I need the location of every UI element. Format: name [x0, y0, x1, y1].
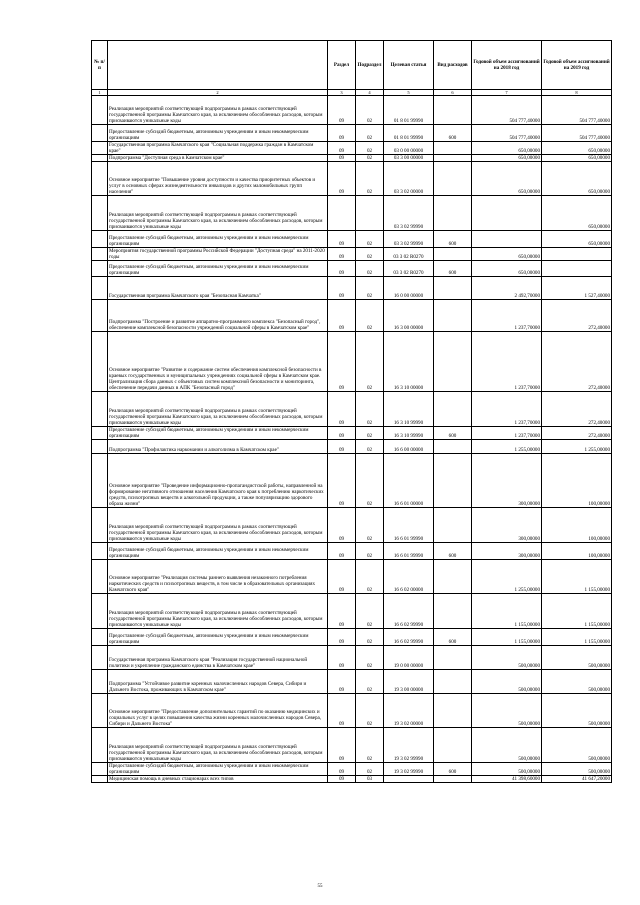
- table-row: [92, 248, 612, 261]
- row-2019: 650,00000: [542, 162, 612, 196]
- row-expense-type: [434, 248, 472, 261]
- row-no: [92, 277, 108, 300]
- table-row: [92, 670, 612, 694]
- row-name: Реализация мероприятий соответствующей подпрограммы в рамках соответствующей государственной программы Камчатского края, за исключением обособленных расходов, которым присваиваются уникальные коды: [108, 594, 328, 629]
- row-section: 09: [328, 670, 356, 694]
- colnum-6: 6: [434, 90, 472, 96]
- row-name: Предоставление субсидий бюджетным, автономным учреждениям и иным некоммерческим организациям: [108, 125, 328, 142]
- row-target: 03 3 02 00000: [384, 162, 434, 196]
- row-name: Предоставление субсидий бюджетным, автономным учреждениям и иным некоммерческим организациям: [108, 427, 328, 440]
- row-no: [92, 142, 108, 155]
- row-subsection: 02: [356, 763, 384, 776]
- row-target: 19 3 02 99990: [384, 728, 434, 763]
- row-section: 09: [328, 629, 356, 646]
- row-subsection: 02: [356, 694, 384, 728]
- row-expense-type: [434, 594, 472, 629]
- row-subsection: 02: [356, 440, 384, 454]
- row-2019: 272,40000: [542, 392, 612, 427]
- row-2018: 1 155,00000: [472, 594, 542, 629]
- colnum-1: 1: [92, 90, 108, 96]
- row-name: Основное мероприятие "Развитие и содержание систем обеспечения комплексной безопасности в краевых государственных и муниципальных учреждениях социальной сферы в Камчатском крае. Централизация сбора данных с объектовых систем комплексной безопасности и мониторинга, обеспечение передачи данных в АПК "Безопасный город": [108, 332, 328, 392]
- row-no: [92, 763, 108, 776]
- row-target: 16 3 10 99990: [384, 427, 434, 440]
- row-no: [92, 332, 108, 392]
- row-section: 09: [328, 543, 356, 560]
- table-row: [92, 155, 612, 162]
- row-2018: 1 255,00000: [472, 560, 542, 594]
- table-row: [92, 560, 612, 594]
- row-section: 09: [328, 277, 356, 300]
- table-row: [92, 96, 612, 125]
- row-section: 09: [328, 125, 356, 142]
- row-target: 16 0 00 00000: [384, 277, 434, 300]
- row-subsection: 02: [356, 454, 384, 508]
- row-section: 09: [328, 560, 356, 594]
- table-row: [92, 392, 612, 427]
- row-2018: 650,00000: [472, 261, 542, 277]
- row-2019: 272,40000: [542, 300, 612, 332]
- row-expense-type: [434, 670, 472, 694]
- row-name: Медицинская помощь в дневных стационарах всех типов: [108, 776, 328, 783]
- row-expense-type: 600: [434, 125, 472, 142]
- row-2018: 300,00000: [472, 543, 542, 560]
- row-name: Подпрограмма "Построение и развитие аппаратно-программного комплекса "Безопасный город", обеспечение комплексной безопасности учреждений социальной сферы в Камчатском крае": [108, 300, 328, 332]
- row-name: Реализация мероприятий соответствующей подпрограммы в рамках соответствующей государственной программы Камчатского края, за исключением обособленных расходов, которым присваиваются уникальные коды: [108, 392, 328, 427]
- table-row: [92, 694, 612, 728]
- row-target: 16 6 01 99990: [384, 543, 434, 560]
- row-2019: 100,00000: [542, 508, 612, 543]
- row-subsection: 02: [356, 728, 384, 763]
- row-no: [92, 646, 108, 670]
- row-subsection: 03: [356, 776, 384, 783]
- row-2019: 41 647,20000: [542, 776, 612, 783]
- row-subsection: 02: [356, 142, 384, 155]
- row-target: 16 6 00 00000: [384, 440, 434, 454]
- row-subsection: 02: [356, 125, 384, 142]
- row-2018: 500,00000: [472, 646, 542, 670]
- row-subsection: 02: [356, 594, 384, 629]
- row-2019: 650,00000: [542, 155, 612, 162]
- header-2018: Годовой объем ассигнований на 2018 год: [472, 41, 542, 90]
- row-no: [92, 694, 108, 728]
- header-target: Целевая статья: [384, 41, 434, 90]
- row-target: 16 6 02 00000: [384, 560, 434, 594]
- colnum-8: 8: [542, 90, 612, 96]
- row-no: [92, 440, 108, 454]
- row-section: [328, 196, 356, 231]
- row-subsection: 02: [356, 646, 384, 670]
- table-row: [92, 508, 612, 543]
- row-subsection: 02: [356, 155, 384, 162]
- table-row: [92, 125, 612, 142]
- row-subsection: 02: [356, 560, 384, 594]
- row-2018: 1 237,70000: [472, 332, 542, 392]
- row-no: [92, 196, 108, 231]
- table-row: [92, 646, 612, 670]
- table-header-row: [92, 41, 612, 90]
- row-subsection: 02: [356, 629, 384, 646]
- row-no: [92, 629, 108, 646]
- row-subsection: 02: [356, 231, 384, 248]
- row-2019: 500,00000: [542, 646, 612, 670]
- row-subsection: 02: [356, 392, 384, 427]
- row-name: Предоставление субсидий бюджетным, автономным учреждениям и иным некоммерческим организациям: [108, 231, 328, 248]
- row-section: 09: [328, 261, 356, 277]
- row-subsection: 02: [356, 332, 384, 392]
- row-expense-type: [434, 392, 472, 427]
- row-no: [92, 155, 108, 162]
- row-subsection: [356, 196, 384, 231]
- row-target: 16 6 02 99990: [384, 594, 434, 629]
- row-target: 01 8 01 99990: [384, 96, 434, 125]
- row-expense-type: [434, 440, 472, 454]
- row-2019: 1 255,00000: [542, 440, 612, 454]
- row-2019: [542, 261, 612, 277]
- row-name: Государственная программа Камчатского края "Безопасная Камчатка": [108, 277, 328, 300]
- row-no: [92, 454, 108, 508]
- row-2018: 650,00000: [472, 142, 542, 155]
- row-no: [92, 728, 108, 763]
- row-section: 09: [328, 646, 356, 670]
- row-name: Предоставление субсидий бюджетным, автономным учреждениям и иным некоммерческим организациям: [108, 763, 328, 776]
- row-name: Реализация мероприятий соответствующей подпрограммы в рамках соответствующей государственной программы Камчатского края, за исключением обособленных расходов, которым присваиваются уникальные коды: [108, 96, 328, 125]
- row-2019: 100,00000: [542, 543, 612, 560]
- row-name: Основное мероприятие "Реализация системы раннего выявления незаконного потребления наркотических средств и психотропных веществ, в том числе в образовательных организациях Камчатского края": [108, 560, 328, 594]
- page-number: 55: [317, 884, 323, 889]
- row-subsection: 02: [356, 277, 384, 300]
- row-name: Предоставление субсидий бюджетным, автономным учреждениям и иным некоммерческим организациям: [108, 543, 328, 560]
- row-subsection: 02: [356, 300, 384, 332]
- table-row: [92, 440, 612, 454]
- row-expense-type: [434, 142, 472, 155]
- row-no: [92, 125, 108, 142]
- row-subsection: 02: [356, 261, 384, 277]
- row-target: 03 0 00 00000: [384, 142, 434, 155]
- table-row: [92, 594, 612, 629]
- row-section: 09: [328, 332, 356, 392]
- row-2019: 504 777,40000: [542, 125, 612, 142]
- row-name: Подпрограмма "Профилактика наркомании и алкоголизма в Камчатском крае": [108, 440, 328, 454]
- row-2018: 300,00000: [472, 508, 542, 543]
- table-row: [92, 231, 612, 248]
- row-section: 09: [328, 300, 356, 332]
- row-target: 03 3 02 99990: [384, 196, 434, 231]
- row-2018: 504 777,40000: [472, 125, 542, 142]
- row-expense-type: [434, 508, 472, 543]
- row-2018: 650,00000: [472, 155, 542, 162]
- row-target: 03 3 02 R0270: [384, 248, 434, 261]
- colnum-3: 3: [328, 90, 356, 96]
- row-2018: 650,00000: [472, 162, 542, 196]
- colnum-2: 2: [108, 90, 328, 96]
- row-target: 19 0 00 00000: [384, 646, 434, 670]
- header-expense-type: Вид расходов: [434, 41, 472, 90]
- colnum-4: 4: [356, 90, 384, 96]
- row-2018: 500,00000: [472, 670, 542, 694]
- row-name: Основное мероприятие "Предоставление дополнительных гарантий по оказанию медицинских и социальных услуг в целях повышения качества жизни коренных малочисленных народов Севера, Сибири и Дальнего Востока": [108, 694, 328, 728]
- row-section: 09: [328, 248, 356, 261]
- row-subsection: 02: [356, 248, 384, 261]
- row-target: 03 3 02 R0270: [384, 261, 434, 277]
- header-subsection: Подраздел: [356, 41, 384, 90]
- row-expense-type: [434, 162, 472, 196]
- row-2019: 1 155,00000: [542, 629, 612, 646]
- row-name: Подпрограмма "Устойчивое развитие коренных малочисленных народов Севера, Сибири и Дальнего Востока, проживающих в Камчатском крае": [108, 670, 328, 694]
- row-no: [92, 248, 108, 261]
- header-2019: Годовой объем ассигнований на 2019 год: [542, 41, 612, 90]
- table-row: [92, 543, 612, 560]
- row-2018: 504 777,40000: [472, 96, 542, 125]
- row-target: [384, 776, 434, 783]
- row-target: 03 3 00 00000: [384, 155, 434, 162]
- row-2019: 272,40000: [542, 427, 612, 440]
- row-target: 16 3 10 99990: [384, 392, 434, 427]
- row-name: Государственная программа Камчатского края "Реализация государственной национальной политики и укрепление гражданского единства в Камчатском крае": [108, 646, 328, 670]
- row-name: Основное мероприятие "Проведение информационно-пропагандистской работы, направленной на формирование негативного отношения населения Камчатского края к потреблению наркотических средств, психотропных веществ и алкогольной продукции, а также популяризацию здорового образа жизни": [108, 454, 328, 508]
- row-no: [92, 231, 108, 248]
- row-2018: 1 237,70000: [472, 427, 542, 440]
- row-name: Реализация мероприятий соответствующей подпрограммы в рамках соответствующей государственной программы Камчатского края, за исключением обособленных расходов, которым присваиваются уникальные коды: [108, 508, 328, 543]
- table-row: [92, 629, 612, 646]
- row-name: Мероприятия государственной программы Российской Федерации "Доступная среда" на 2011-2020 годы: [108, 248, 328, 261]
- row-name: Предоставление субсидий бюджетным, автономным учреждениям и иным некоммерческим организациям: [108, 261, 328, 277]
- row-section: 09: [328, 427, 356, 440]
- row-section: 09: [328, 155, 356, 162]
- row-section: 09: [328, 594, 356, 629]
- row-2018: 1 237,70000: [472, 300, 542, 332]
- row-2019: 650,00000: [542, 142, 612, 155]
- row-name: Подпрограмма "Доступная среда в Камчатском крае": [108, 155, 328, 162]
- budget-table: [91, 40, 612, 783]
- row-2019: [542, 248, 612, 261]
- row-2018: 500,00000: [472, 763, 542, 776]
- row-no: [92, 594, 108, 629]
- table-row: [92, 454, 612, 508]
- table-row: [92, 427, 612, 440]
- row-2019: 272,40000: [542, 332, 612, 392]
- row-no: [92, 162, 108, 196]
- row-subsection: 02: [356, 427, 384, 440]
- row-expense-type: [434, 728, 472, 763]
- row-2018: 41 398,60000: [472, 776, 542, 783]
- table-row: [92, 277, 612, 300]
- table-row: [92, 728, 612, 763]
- row-2018: 1 155,00000: [472, 629, 542, 646]
- row-expense-type: [434, 155, 472, 162]
- row-2018: 1 255,00000: [472, 440, 542, 454]
- row-no: [92, 392, 108, 427]
- row-target: 16 6 01 99990: [384, 508, 434, 543]
- row-expense-type: [434, 694, 472, 728]
- row-2019: 650,00000: [542, 196, 612, 231]
- colnum-7: 7: [472, 90, 542, 96]
- row-expense-type: 600: [434, 231, 472, 248]
- row-2019: 500,00000: [542, 694, 612, 728]
- row-2019: 1 155,00000: [542, 594, 612, 629]
- row-2019: 500,00000: [542, 763, 612, 776]
- row-section: 09: [328, 728, 356, 763]
- row-target: 16 3 10 00000: [384, 332, 434, 392]
- table-row: [92, 142, 612, 155]
- row-2018: 500,00000: [472, 728, 542, 763]
- row-no: [92, 427, 108, 440]
- row-no: [92, 543, 108, 560]
- row-target: 19 3 00 00000: [384, 670, 434, 694]
- row-2019: 100,00000: [542, 454, 612, 508]
- header-section: Раздел: [328, 41, 356, 90]
- row-name: Реализация мероприятий соответствующей подпрограммы в рамках соответствующей государственной программы Камчатского края, за исключением обособленных расходов, которым присваиваются уникальные коды: [108, 728, 328, 763]
- row-expense-type: [434, 196, 472, 231]
- table-row: [92, 261, 612, 277]
- row-2018: [472, 196, 542, 231]
- row-target: 01 8 01 99990: [384, 125, 434, 142]
- row-expense-type: [434, 96, 472, 125]
- row-target: 16 6 01 00000: [384, 454, 434, 508]
- table-row: [92, 776, 612, 783]
- row-section: 09: [328, 508, 356, 543]
- row-expense-type: 600: [434, 427, 472, 440]
- row-2018: 2 492,70000: [472, 277, 542, 300]
- row-subsection: 02: [356, 543, 384, 560]
- row-no: [92, 261, 108, 277]
- row-no: [92, 96, 108, 125]
- row-section: 09: [328, 392, 356, 427]
- row-expense-type: [434, 646, 472, 670]
- row-section: 09: [328, 162, 356, 196]
- row-expense-type: [434, 300, 472, 332]
- row-expense-type: 600: [434, 261, 472, 277]
- row-section: 09: [328, 231, 356, 248]
- table-row: [92, 162, 612, 196]
- row-subsection: 02: [356, 96, 384, 125]
- row-2019: 504 777,40000: [542, 96, 612, 125]
- row-2019: 500,00000: [542, 728, 612, 763]
- row-no: [92, 776, 108, 783]
- row-name: Реализация мероприятий соответствующей подпрограммы в рамках соответствующей государственной программы Камчатского края, за исключением обособленных расходов, которым присваиваются уникальные коды: [108, 196, 328, 231]
- row-section: 09: [328, 763, 356, 776]
- table-row: [92, 332, 612, 392]
- colnum-5: 5: [384, 90, 434, 96]
- row-expense-type: [434, 277, 472, 300]
- row-expense-type: [434, 560, 472, 594]
- row-expense-type: [434, 776, 472, 783]
- row-target: 19 3 02 00000: [384, 694, 434, 728]
- row-name: Предоставление субсидий бюджетным, автономным учреждениям и иным некоммерческим организациям: [108, 629, 328, 646]
- table-row: [92, 763, 612, 776]
- row-2018: 1 237,70000: [472, 392, 542, 427]
- row-2019: 1 527,40000: [542, 277, 612, 300]
- row-subsection: 02: [356, 508, 384, 543]
- row-no: [92, 508, 108, 543]
- row-2018: [472, 231, 542, 248]
- row-2018: 500,00000: [472, 694, 542, 728]
- row-expense-type: [434, 454, 472, 508]
- table-row: [92, 300, 612, 332]
- row-2018: 300,00000: [472, 454, 542, 508]
- row-subsection: 02: [356, 670, 384, 694]
- row-target: 19 3 02 99990: [384, 763, 434, 776]
- row-section: 09: [328, 96, 356, 125]
- row-target: 16 6 02 99990: [384, 629, 434, 646]
- row-expense-type: 600: [434, 543, 472, 560]
- table-row: [92, 196, 612, 231]
- row-expense-type: 600: [434, 629, 472, 646]
- row-no: [92, 300, 108, 332]
- header-name: [108, 41, 328, 90]
- header-no: № п/п: [92, 41, 108, 90]
- row-section: 09: [328, 440, 356, 454]
- row-2018: 650,00000: [472, 248, 542, 261]
- row-target: 16 3 00 00000: [384, 300, 434, 332]
- row-section: 09: [328, 454, 356, 508]
- row-2019: 1 155,00000: [542, 560, 612, 594]
- row-section: 09: [328, 142, 356, 155]
- row-no: [92, 670, 108, 694]
- row-2019: 500,00000: [542, 670, 612, 694]
- row-target: 03 3 02 99990: [384, 231, 434, 248]
- row-name: Основное мероприятие "Повышение уровня доступности и качества приоритетных объектов и услуг в основных сферах жизнедеятельности инвалидов и других маломобильных групп населения": [108, 162, 328, 196]
- row-expense-type: 600: [434, 763, 472, 776]
- row-subsection: 02: [356, 162, 384, 196]
- row-no: [92, 560, 108, 594]
- row-section: 09: [328, 694, 356, 728]
- row-expense-type: [434, 332, 472, 392]
- table-body: [92, 96, 612, 783]
- row-name: Государственная программа Камчатского края "Социальная поддержка граждан в Камчатском крае": [108, 142, 328, 155]
- row-2019: 650,00000: [542, 231, 612, 248]
- row-section: 09: [328, 776, 356, 783]
